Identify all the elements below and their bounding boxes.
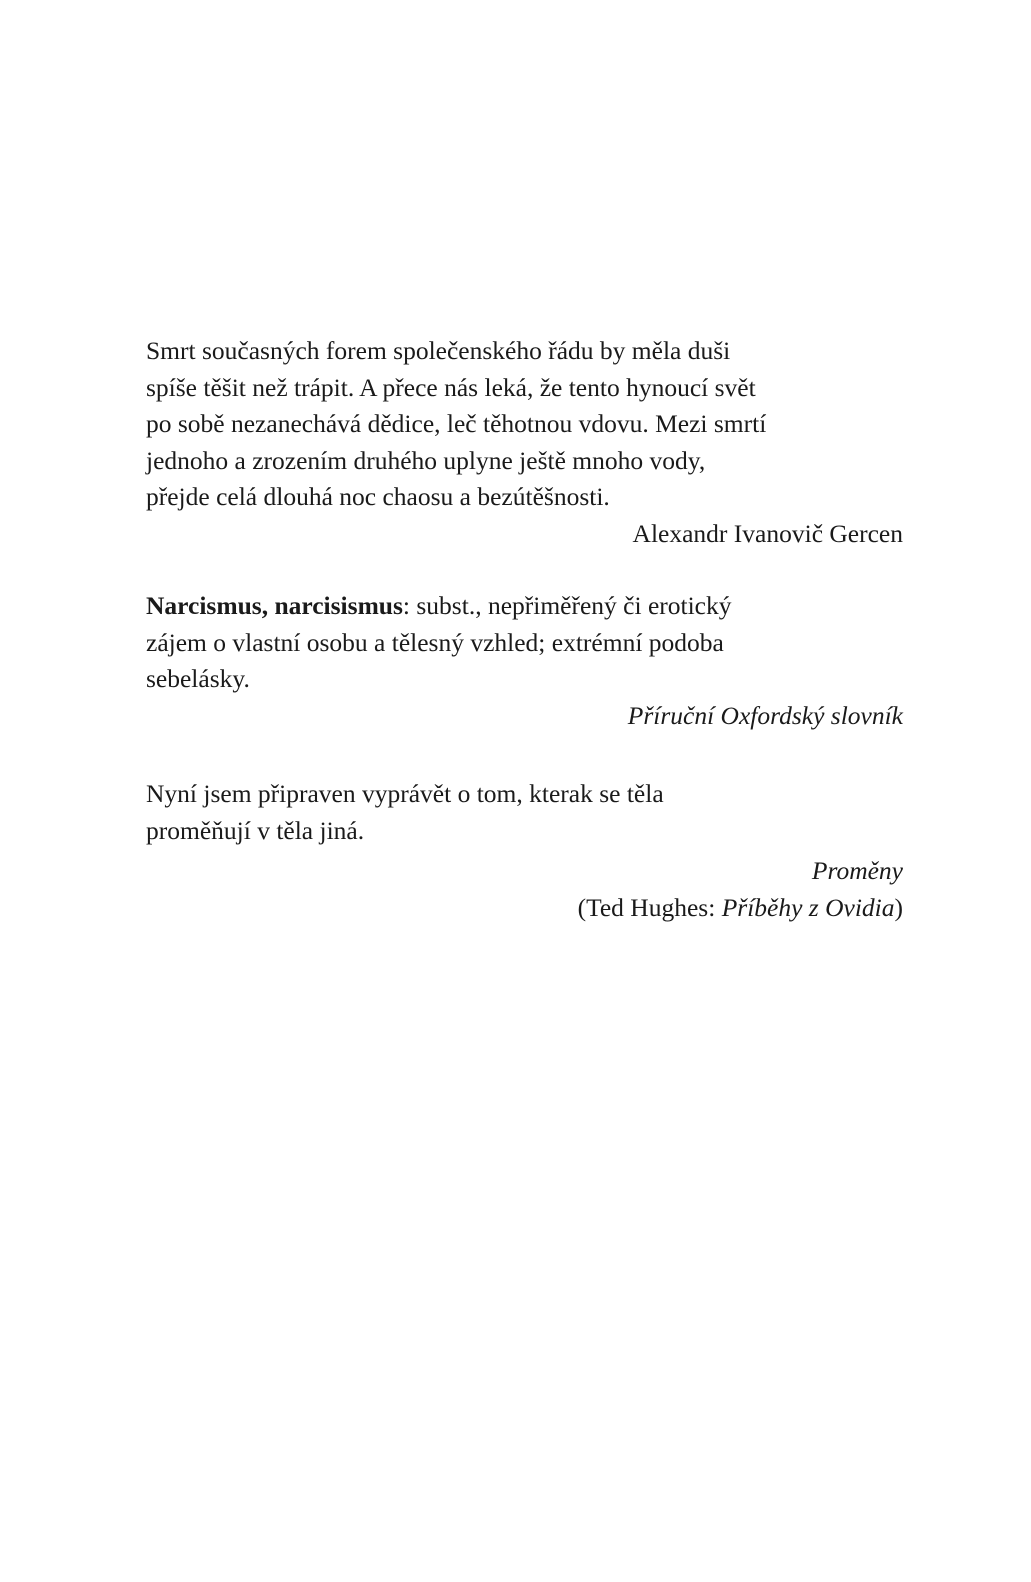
quote-attribution-source (146, 890, 906, 927)
quote-line: Nyní jsem připraven vyprávět o tom, kterak se těla (146, 779, 664, 808)
definition-first-line (146, 588, 906, 625)
quote-attribution: Alexandr Ivanovič Gercen (632, 518, 903, 548)
definition-term: Narcismus, narcisismus (146, 591, 403, 620)
quote-line: zájem o vlastní osobu a tělesný vzhled; extrémní podoba (146, 627, 724, 657)
quote-line: Smrt současných forem společenského řádu by měla duši (146, 336, 731, 365)
quote-line: přejde celá dlouhá noc chaosu a bezútěšnosti. (146, 482, 610, 511)
source-suffix: ) (894, 892, 903, 922)
source-prefix: (Ted Hughes: (577, 892, 722, 922)
epigraph-definition (146, 588, 906, 734)
definition-text: : subst., nepřiměřený či erotický (402, 591, 732, 620)
quote-attribution-title: Proměny (811, 856, 903, 885)
quote-line: spíše těšit než trápit. A přece nás leká, že tento hynoucí svět (146, 372, 756, 402)
quote-line: po sobě nezanechává dědice, leč těhotnou vdovu. Mezi smrtí (146, 409, 767, 438)
source-title: Příběhy z Ovidia (721, 892, 895, 922)
quote-line: sebelásky. (146, 664, 250, 693)
epigraph-ovid (146, 776, 906, 926)
epigraph-block (146, 333, 906, 926)
quote-line: jednoho a zrozením druhého uplyne ještě mnoho vody, (146, 445, 706, 475)
spacer (146, 552, 906, 588)
spacer (146, 734, 906, 776)
epigraph-gercen (146, 333, 906, 552)
quote-attribution: Příruční Oxfordský slovník (627, 700, 903, 730)
quote-line: proměňují v těla jiná. (146, 815, 365, 845)
